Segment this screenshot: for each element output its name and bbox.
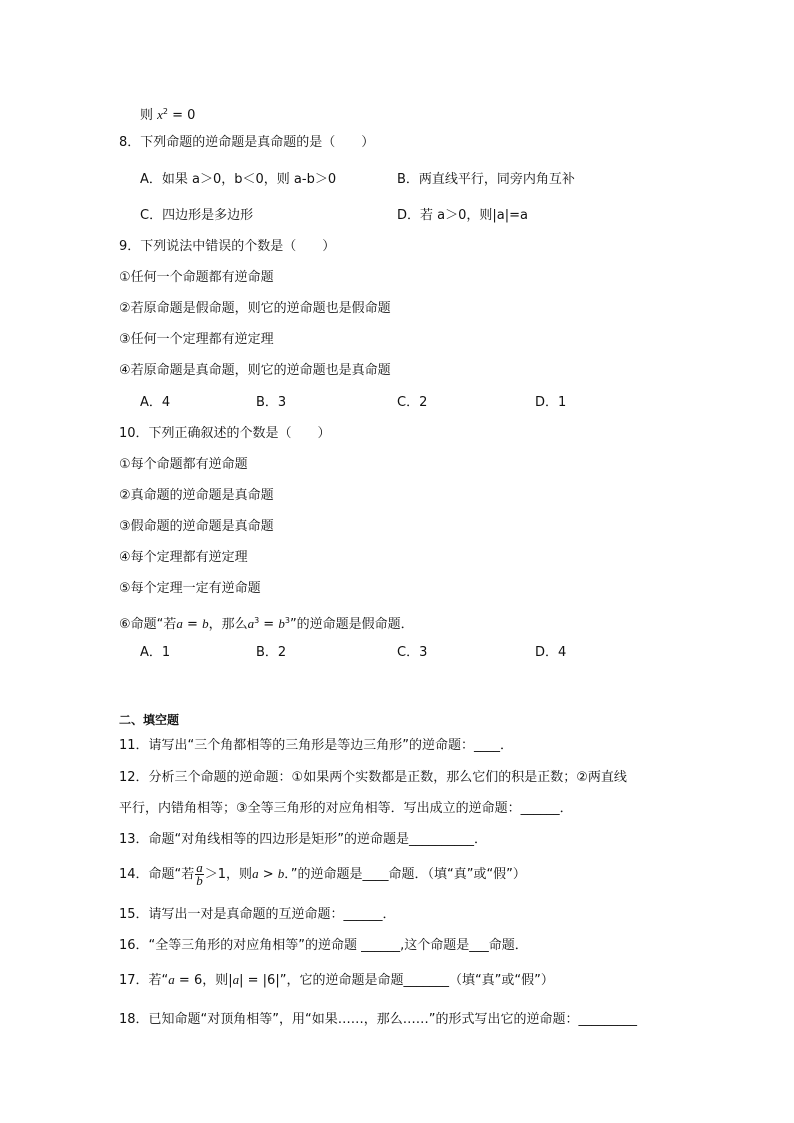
- question-8-option-a: A．如果 a＞0，b＜0，则 a-b＞0: [140, 172, 337, 187]
- question-10-option-c: C．3: [397, 645, 428, 660]
- question-12-line-2: 平行，内错角相等；③全等三角形的对应角相等．写出成立的逆命题：______．: [119, 801, 573, 816]
- question-9-option-a: A．4: [140, 395, 171, 410]
- question-14: 14．命题“若 $\frac{a}{b}$ ＞1，则a > b．”的逆命题是____命题．（填“真”或“假”）: [119, 860, 526, 888]
- question-15: 15．请写出一对是真命题的互逆命题：______．: [119, 907, 396, 922]
- section-heading-fill-in: 二、填空题: [119, 713, 180, 727]
- question-10-item-6: ⑥命题“若a = b，那么$a^3 = b^3$”的逆命题是假命题．: [119, 616, 414, 632]
- question-10-item: ③假命题的逆命题是真命题: [119, 519, 274, 534]
- question-9-option-d: D．1: [535, 395, 567, 410]
- question-8-stem: 8．下列命题的逆命题是真命题的是（ ）: [119, 135, 375, 150]
- question-11: 11．请写出“三个角都相等的三角形是等边三角形”的逆命题：____．: [119, 738, 514, 753]
- math-expression: a = 6: [168, 972, 203, 988]
- question-10-stem: 10．下列正确叙述的个数是（ ）: [119, 426, 331, 441]
- question-10-option-b: B．2: [256, 645, 287, 660]
- question-10-item: ⑤每个定理一定有逆命题: [119, 581, 261, 596]
- question-9-option-b: B．3: [256, 395, 287, 410]
- question-17: 17．若“a = 6，则|a| = |6|”，它的逆命题是命题_______（填“真”或“假”）: [119, 972, 554, 988]
- question-13: 13．命题“对角线相等的四边形是矩形”的逆命题是__________．: [119, 832, 488, 847]
- question-18: 18．已知命题“对顶角相等”，用“如果……，那么……”的形式写出它的逆命题：_________: [119, 1012, 637, 1027]
- question-9-option-c: C．2: [397, 395, 428, 410]
- fraction-a-over-b: $\frac{a}{b}$: [196, 860, 203, 888]
- question-10-item: ④每个定理都有逆定理: [119, 550, 248, 565]
- question-9-item: ②若原命题是假命题，则它的逆命题也是假命题: [119, 301, 391, 316]
- question-16: 16．“全等三角形的对应角相等”的逆命题 ______,这个命题是___命题．: [119, 938, 528, 953]
- question-10-item: ①每个命题都有逆命题: [119, 457, 248, 472]
- question-10-option-d: D．4: [535, 645, 567, 660]
- math-expression: |a| = |6|: [228, 972, 280, 988]
- question-8-option-d: D．若 a＞0，则|a|=a: [397, 208, 528, 223]
- math-expression: a > b: [252, 866, 285, 882]
- math-expression: a = b: [176, 616, 209, 632]
- question-8-option-c: C．四边形是多边形: [140, 208, 254, 223]
- question-12-line-1: 12．分析三个命题的逆命题：①如果两个实数都是正数，那么它们的积是正数；②两直线: [119, 770, 627, 785]
- question-9-item: ①任何一个命题都有逆命题: [119, 270, 274, 285]
- question-10-option-a: A．1: [140, 645, 171, 660]
- question-8-option-b: B．两直线平行，同旁内角互补: [397, 172, 575, 187]
- question-10-item: ②真命题的逆命题是真命题: [119, 488, 274, 503]
- question-9-stem: 9．下列说法中错误的个数是（ ）: [119, 239, 336, 254]
- math-expression: $a^3 = b^3$: [247, 616, 290, 632]
- previous-answer-line: 则 $x^2 = 0$: [140, 107, 196, 123]
- question-9-item: ③任何一个定理都有逆定理: [119, 332, 274, 347]
- question-9-item: ④若原命题是真命题，则它的逆命题也是真命题: [119, 363, 391, 378]
